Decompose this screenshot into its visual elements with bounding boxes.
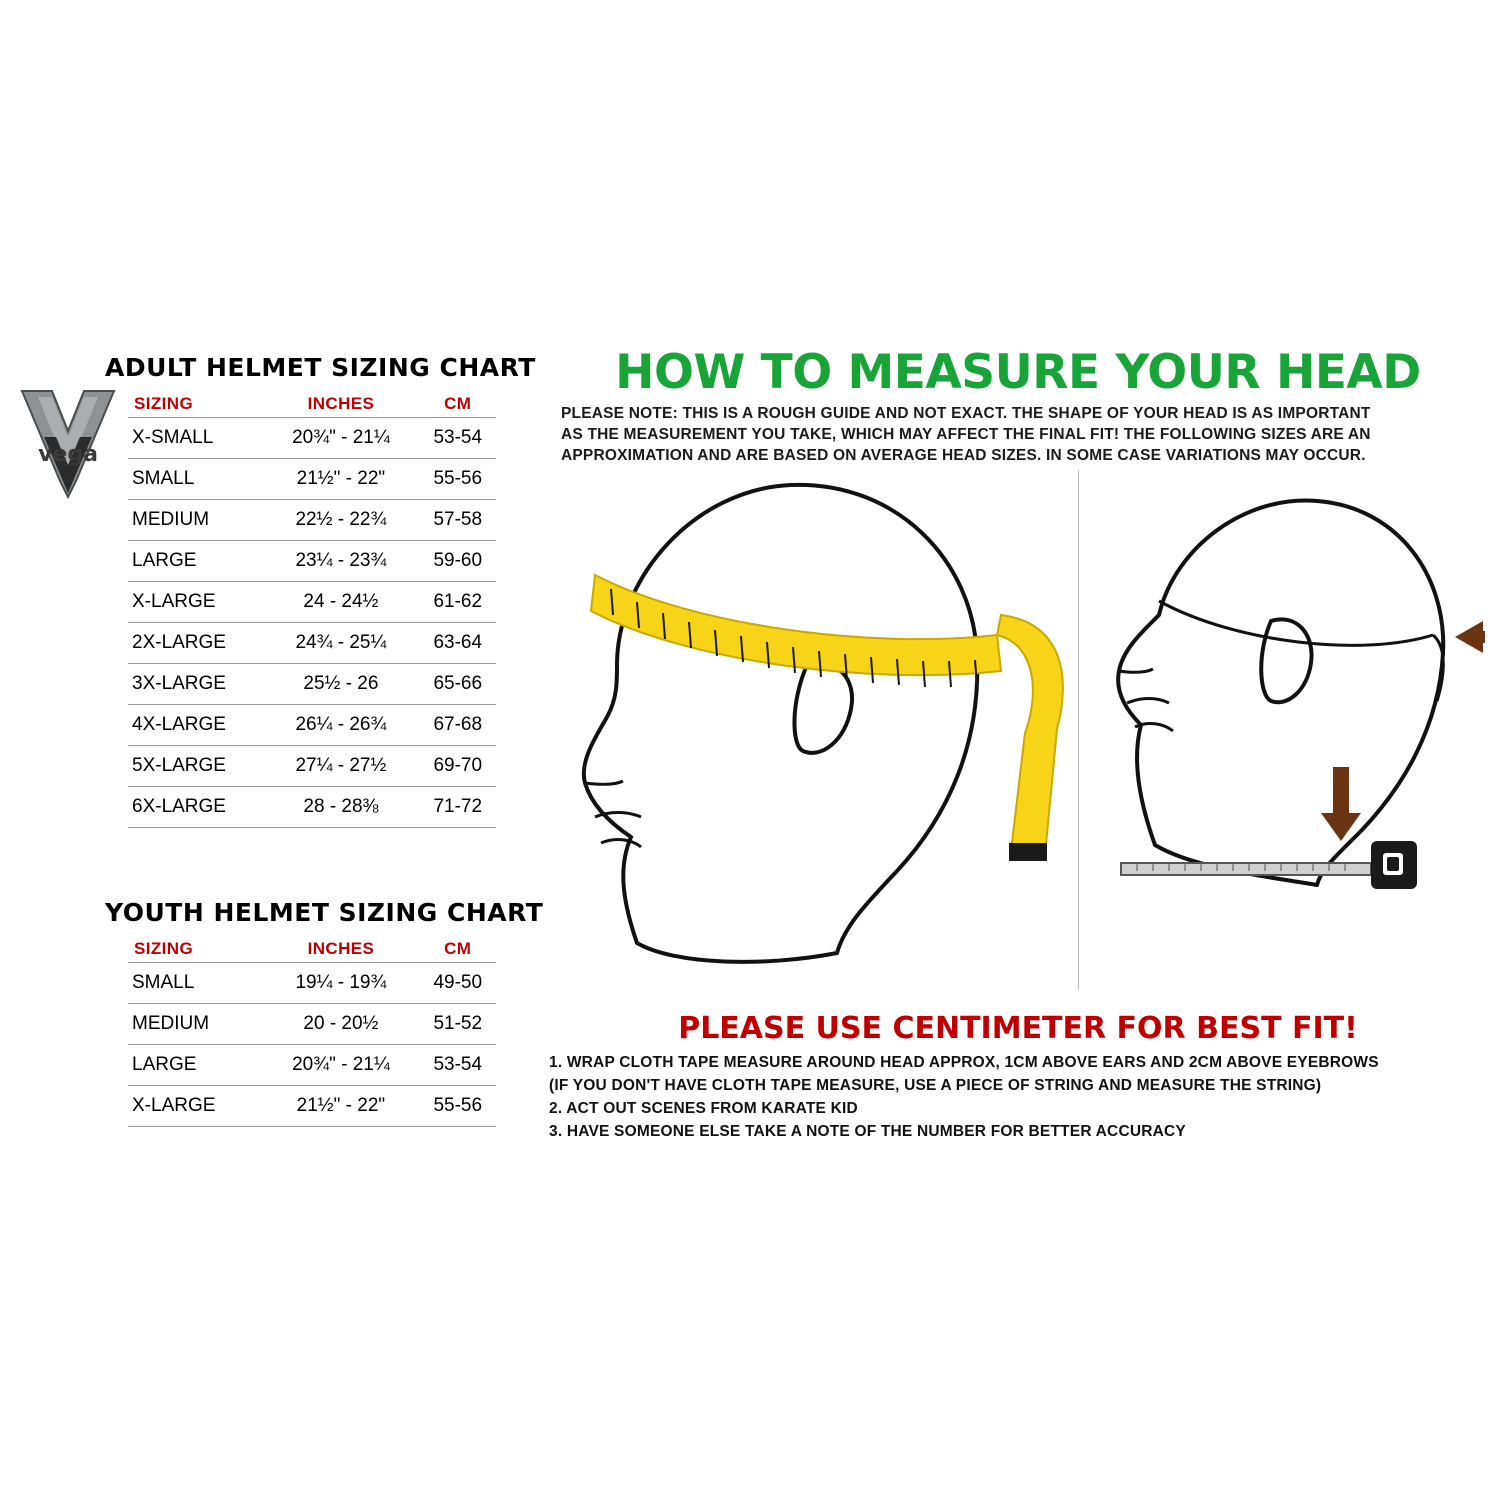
arrow-down-icon xyxy=(1321,767,1361,841)
table-row xyxy=(128,664,496,705)
cell-inches: 20 - 20½ xyxy=(262,1004,419,1045)
cell-size: SMALL xyxy=(128,459,262,500)
head-profile-with-tape-measure xyxy=(545,465,1085,995)
cell-cm: 61-62 xyxy=(420,582,497,623)
cell-size: 3X-LARGE xyxy=(128,664,262,705)
cell-inches: 27¼ - 27½ xyxy=(262,746,419,787)
cell-size: 5X-LARGE xyxy=(128,746,262,787)
cell-cm: 53-54 xyxy=(420,1045,497,1086)
cell-inches: 21½" - 22" xyxy=(262,459,419,500)
please-note-text xyxy=(561,403,1471,466)
adult-chart-title: ADULT HELMET SIZING CHART xyxy=(105,353,536,382)
cell-inches: 25½ - 26 xyxy=(262,664,419,705)
cell-inches: 20¾" - 21¼ xyxy=(262,1045,419,1086)
table-row xyxy=(128,1086,496,1127)
cell-cm: 51-52 xyxy=(420,1004,497,1045)
step-1-note: (IF YOU DON'T HAVE CLOTH TAPE MEASURE, USE A PIECE OF STRING AND MEASURE THE STRING) xyxy=(549,1077,1322,1094)
cell-cm: 49-50 xyxy=(420,963,497,1004)
cell-inches: 24¾ - 25¼ xyxy=(262,623,419,664)
cell-size: MEDIUM xyxy=(128,1004,262,1045)
tape-measure-tool xyxy=(1121,841,1417,889)
vega-logo-text: vega xyxy=(38,442,98,467)
cell-size: 4X-LARGE xyxy=(128,705,262,746)
measurement-steps xyxy=(549,1051,1489,1143)
cell-size: 6X-LARGE xyxy=(128,787,262,828)
cell-cm: 65-66 xyxy=(420,664,497,705)
cell-inches: 20¾" - 21¼ xyxy=(262,418,419,459)
table-row xyxy=(128,500,496,541)
cell-size: LARGE xyxy=(128,541,262,582)
adult-sizing-table xyxy=(128,392,496,828)
cell-cm: 55-56 xyxy=(420,1086,497,1127)
cell-size: 2X-LARGE xyxy=(128,623,262,664)
how-to-measure-panel xyxy=(545,345,1485,1165)
cell-size: SMALL xyxy=(128,963,262,1004)
note-line-2: AS THE MEASUREMENT YOU TAKE, WHICH MAY AFFECT THE FINAL FIT! THE FOLLOWING SIZES ARE AN xyxy=(561,426,1371,443)
cell-cm: 55-56 xyxy=(420,459,497,500)
cell-cm: 53-54 xyxy=(420,418,497,459)
cell-inches: 26¼ - 26¾ xyxy=(262,705,419,746)
table-row xyxy=(128,541,496,582)
how-to-measure-title: HOW TO MEASURE YOUR HEAD xyxy=(615,345,1421,400)
cell-cm: 67-68 xyxy=(420,705,497,746)
cell-inches: 28 - 28⅜ xyxy=(262,787,419,828)
youth-chart-title: YOUTH HELMET SIZING CHART xyxy=(105,898,544,927)
use-centimeter-banner: PLEASE USE CENTIMETER FOR BEST FIT! xyxy=(678,1011,1358,1046)
cell-inches: 19¼ - 19¾ xyxy=(262,963,419,1004)
cell-cm: 59-60 xyxy=(420,541,497,582)
vega-logo xyxy=(18,385,118,505)
table-row xyxy=(128,787,496,828)
table-row xyxy=(128,1004,496,1045)
head-rear-with-arrow xyxy=(1085,465,1485,995)
arrow-left-icon xyxy=(1455,621,1485,653)
youth-sizing-table xyxy=(128,937,496,1127)
cell-size: X-SMALL xyxy=(128,418,262,459)
step-3: 3. HAVE SOMEONE ELSE TAKE A NOTE OF THE NUMBER FOR BETTER ACCURACY xyxy=(549,1123,1186,1140)
cell-inches: 23¼ - 23¾ xyxy=(262,541,419,582)
cell-size: X-LARGE xyxy=(128,582,262,623)
column-header-sizing: SIZING xyxy=(134,394,194,413)
table-row xyxy=(128,963,496,1004)
column-header-sizing: SIZING xyxy=(134,939,194,958)
table-row xyxy=(128,459,496,500)
column-header-cm: CM xyxy=(444,939,472,958)
table-row xyxy=(128,1045,496,1086)
cell-inches: 24 - 24½ xyxy=(262,582,419,623)
cell-cm: 63-64 xyxy=(420,623,497,664)
sizing-charts-panel xyxy=(10,345,544,1165)
column-header-inches: INCHES xyxy=(307,939,375,958)
cell-size: X-LARGE xyxy=(128,1086,262,1127)
cell-inches: 22½ - 22¾ xyxy=(262,500,419,541)
table-row xyxy=(128,623,496,664)
table-header-row xyxy=(128,392,496,418)
table-row xyxy=(128,746,496,787)
step-1: 1. WRAP CLOTH TAPE MEASURE AROUND HEAD APPROX, 1CM ABOVE EARS AND 2CM ABOVE EYEBROWS xyxy=(549,1054,1379,1071)
cell-cm: 71-72 xyxy=(420,787,497,828)
cell-size: MEDIUM xyxy=(128,500,262,541)
note-line-3: APPROXIMATION AND ARE BASED ON AVERAGE HEAD SIZES. IN SOME CASE VARIATIONS MAY OCCUR. xyxy=(561,447,1366,464)
column-header-cm: CM xyxy=(444,394,472,413)
table-header-row xyxy=(128,937,496,963)
cell-cm: 57-58 xyxy=(420,500,497,541)
cell-size: LARGE xyxy=(128,1045,262,1086)
cell-inches: 21½" - 22" xyxy=(262,1086,419,1127)
step-2: 2. ACT OUT SCENES FROM KARATE KID xyxy=(549,1100,858,1117)
table-row xyxy=(128,705,496,746)
cell-cm: 69-70 xyxy=(420,746,497,787)
column-header-inches: INCHES xyxy=(307,394,375,413)
table-row xyxy=(128,418,496,459)
table-row xyxy=(128,582,496,623)
measurement-illustrations xyxy=(545,465,1485,995)
tape-band xyxy=(591,575,1063,861)
note-line-1: PLEASE NOTE: THIS IS A ROUGH GUIDE AND NOT EXACT. THE SHAPE OF YOUR HEAD IS AS IMPORTANT xyxy=(561,405,1371,422)
